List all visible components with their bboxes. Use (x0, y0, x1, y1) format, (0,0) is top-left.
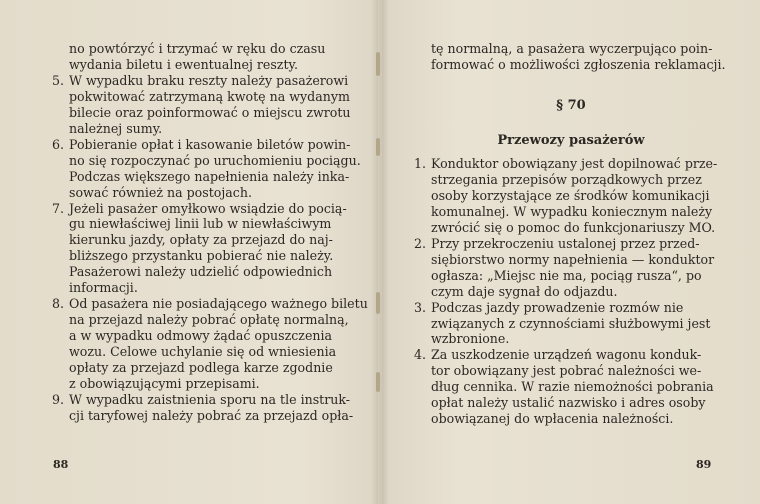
item-number: 3. (414, 299, 427, 315)
text-line: tor obowiązany jest pobrać należności we- (431, 363, 702, 379)
text-line: opłaty za przejazd podlega karze zgodnie (69, 360, 333, 375)
text-line: no powtórzyć i trzymać w ręku do czasu (69, 41, 326, 56)
item-number: 4. (414, 347, 427, 363)
book-gutter (371, 0, 389, 504)
text-line: formować o możliwości zgłoszenia reklamacji. (431, 56, 726, 72)
text-line: a w wypadku odmowy żądać opuszczenia (69, 328, 333, 344)
text-line: informacji. (69, 280, 138, 296)
binding-stitch (376, 138, 380, 156)
text-line: wzbronione. (431, 331, 510, 347)
text-line: osoby korzystające ze środków komunikacji (431, 187, 710, 203)
text-line: na przejazd należy pobrać opłatę normalną, (69, 312, 349, 328)
text-line: kierunku jazdy, opłaty za przejazd do naj- (69, 232, 333, 248)
text-line: W wypadku zaistnienia sporu na tle instruk- (69, 391, 351, 407)
text-line: należnej sumy. (69, 120, 163, 136)
text-line: bilecie oraz poinformować o miejscu zwrotu (69, 104, 351, 120)
section-number: § 70 (556, 98, 586, 113)
text-line: gu niewłaściwej linii lub w niewłaściwym (69, 216, 332, 232)
text-line: Przy przekroczeniu ustalonej przez przed- (431, 235, 700, 251)
text-line: siębiorstwo normy napełnienia — konduktor (431, 251, 715, 267)
text-line: Konduktor obowiązany jest dopilnować prze- (431, 156, 718, 171)
page-number-left: 88 (53, 458, 69, 471)
text-line: dług cennika. W razie niemożności pobrania (431, 379, 714, 395)
item-number: 5. (52, 72, 65, 88)
text-line: no się rozpoczynać po uruchomieniu pociągu. (69, 152, 361, 168)
binding-stitch (376, 372, 380, 392)
text-line: czym daje sygnał do odjazdu. (431, 283, 618, 299)
item-number: 1. (414, 156, 427, 171)
text-line: komunalnej. W wypadku koniecznym należy (431, 203, 713, 219)
section-title: Przewozy pasażerów (497, 133, 645, 148)
binding-stitch (376, 52, 380, 76)
text-line: zwrócić się o pomoc do funkcjonariuszy MO. (431, 219, 716, 235)
item-number: 7. (52, 200, 65, 216)
text-line: Pobieranie opłat i kasowanie biletów powin- (69, 136, 351, 152)
text-line: ogłasza: „Miejsc nie ma, pociąg rusza“, po (431, 267, 702, 283)
text-line: bliższego przystanku pobierać nie należy. (69, 248, 334, 264)
text-line: tę normalną, a pasażera wyczerpująco poin- (431, 41, 713, 56)
text-line: cji taryfowej należy pobrać za przejazd opła- (69, 407, 354, 423)
text-line: opłat należy ustalić nazwisko i adres osoby (431, 395, 706, 411)
text-line: z obowiązującymi przepisami. (69, 375, 260, 391)
text-line: wydania biletu i ewentualnej reszty. (69, 56, 298, 72)
item-number: 9. (52, 391, 65, 407)
text-line: sować również na postojach. (69, 184, 252, 200)
text-line: Jeżeli pasażer omyłkowo wsiądzie do pocią- (69, 200, 347, 216)
text-line: pokwitować zatrzymaną kwotę na wydanym (69, 88, 350, 104)
text-line: Za uszkodzenie urządzeń wagonu konduk- (431, 347, 702, 363)
text-line: Pasażerowi należy udzielić odpowiednich (69, 264, 333, 280)
page-number-right: 89 (696, 458, 712, 471)
item-number: 8. (52, 296, 65, 312)
text-line: Podczas większego napełnienia należy inka- (69, 168, 350, 184)
text-line: W wypadku braku reszty należy pasażerowi (69, 72, 349, 88)
text-line: związanych z czynnościami służbowymi jest (431, 315, 711, 331)
text-line: strzegania przepisów porządkowych przez (431, 171, 702, 187)
binding-stitch (376, 292, 380, 314)
item-number: 6. (52, 136, 65, 152)
item-number: 2. (414, 235, 427, 251)
text-line: Od pasażera nie posiadającego ważnego biletu (69, 296, 368, 312)
text-line: wozu. Celowe uchylanie się od wniesienia (69, 344, 337, 360)
text-line: obowiązanej do wpłacenia należności. (431, 411, 674, 427)
text-line: Podczas jazdy prowadzenie rozmów nie (431, 299, 684, 315)
